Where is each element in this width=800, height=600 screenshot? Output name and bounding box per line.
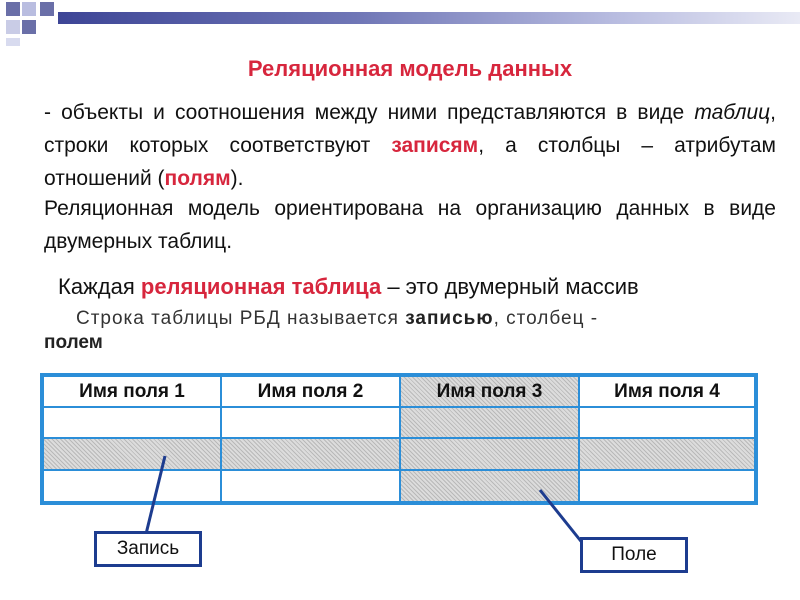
record-word: записью [405, 308, 494, 329]
table-row-divider [44, 406, 754, 408]
table-header-cell: Имя поля 3 [436, 381, 543, 402]
field-word: полем [44, 332, 103, 353]
decor-square [6, 2, 20, 16]
para-text: ). [230, 167, 244, 190]
decor-square [22, 2, 36, 16]
caption-text: Строка таблицы РБД называется [76, 308, 406, 329]
decor-square [6, 38, 20, 46]
para-text: - объекты и соотношения между ними представляются в виде [44, 101, 695, 124]
slide-title: Реляционная модель данных [247, 56, 573, 81]
row-column-caption [76, 308, 598, 330]
orientation-paragraph: Реляционная модель ориентирована на организацию данных в виде двумерных таблиц. [44, 197, 776, 253]
table-row-divider [44, 469, 754, 471]
para-text: , а столбцы – атрибутам отношений ( [44, 134, 776, 190]
tables-term: таблиц [694, 101, 771, 124]
decor-square [6, 20, 20, 34]
table-definition-line [58, 274, 639, 300]
decor-square [40, 2, 54, 16]
record-label: Запись [94, 531, 202, 567]
caption-text: , столбец - [493, 308, 599, 329]
para-text: , строки которых соответствуют [44, 101, 776, 157]
decor-square [22, 20, 36, 34]
subtitle-text: Каждая [58, 274, 141, 299]
relational-table-term: реляционная таблица [140, 274, 382, 299]
table-header-cell: Имя поля 2 [257, 381, 364, 402]
definition-paragraph [44, 96, 776, 195]
fields-term: полям [164, 167, 231, 190]
field-label: Поле [580, 537, 688, 573]
table-header-cell: Имя поля 4 [614, 381, 720, 402]
table-row-divider [44, 437, 754, 439]
table-header-cell: Имя поля 1 [79, 381, 185, 402]
records-term: записям [391, 134, 479, 157]
header-gradient-bar [58, 12, 800, 24]
subtitle-text: – это двумерный массив [381, 274, 639, 299]
